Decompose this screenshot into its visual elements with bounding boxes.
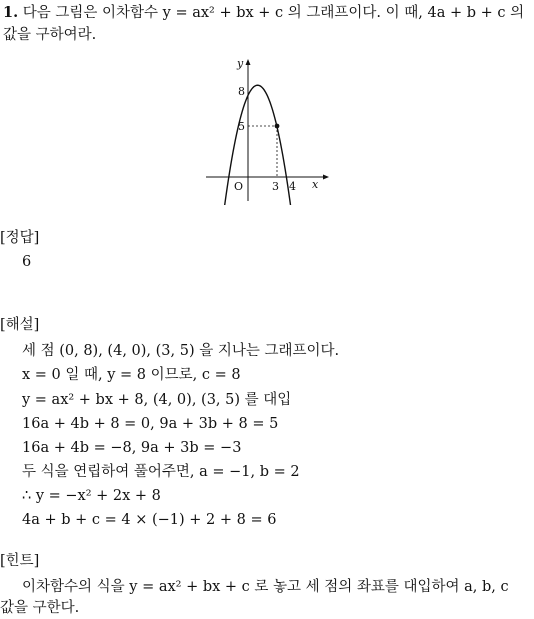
x-tick-4: 4 [289, 180, 296, 193]
solution-line: x = 0 일 때, y = 8 이므로, c = 8 [22, 367, 241, 383]
hint-header: [힌트] [0, 553, 40, 569]
x-axis-arrow [323, 175, 329, 180]
answer-value: 6 [22, 254, 32, 270]
y-axis-arrow [246, 59, 251, 65]
answer-header: [정답] [0, 230, 40, 246]
solution-line: 두 식을 연립하여 풀어주면, a = −1, b = 2 [22, 464, 300, 480]
solution-line: ∴ y = −x² + 2x + 8 [22, 488, 161, 504]
origin-label: O [234, 180, 244, 193]
solution-line: 16a + 4b = −8, 9a + 3b = −3 [22, 440, 242, 456]
y-axis-label: y [237, 57, 244, 70]
x-tick-3: 3 [272, 180, 279, 193]
point-3-5 [275, 124, 280, 129]
x-axis-label: x [312, 178, 319, 191]
solution-line: 4a + b + c = 4 × (−1) + 2 + 8 = 6 [22, 512, 277, 528]
y-tick-8: 8 [238, 85, 245, 98]
problem-line-2: 값을 구하여라. [3, 27, 97, 43]
hint-line-2: 값을 구한다. [0, 600, 80, 616]
solution-header: [해설] [0, 317, 40, 333]
solution-line: 세 점 (0, 8), (4, 0), (3, 5) 을 지나는 그래프이다. [22, 343, 340, 359]
y-tick-5: 5 [238, 120, 245, 133]
hint-line-1: 이차함수의 식을 y = ax² + bx + c 로 놓고 세 점의 좌표를 대입하여 a, b, c [22, 579, 509, 595]
parabola-curve [223, 85, 293, 205]
solution-line: 16a + 4b + 8 = 0, 9a + 3b + 8 = 5 [22, 416, 279, 432]
parabola-graph [200, 55, 335, 205]
solution-line: y = ax² + bx + 8, (4, 0), (3, 5) 를 대입 [22, 392, 292, 408]
problem-text-1: 다음 그림은 이차함수 y = ax² + bx + c 의 그래프이다. 이 때, 4a + b + c 의 [22, 5, 525, 21]
problem-line-1 [3, 3, 524, 23]
problem-number: 1. [3, 4, 19, 21]
